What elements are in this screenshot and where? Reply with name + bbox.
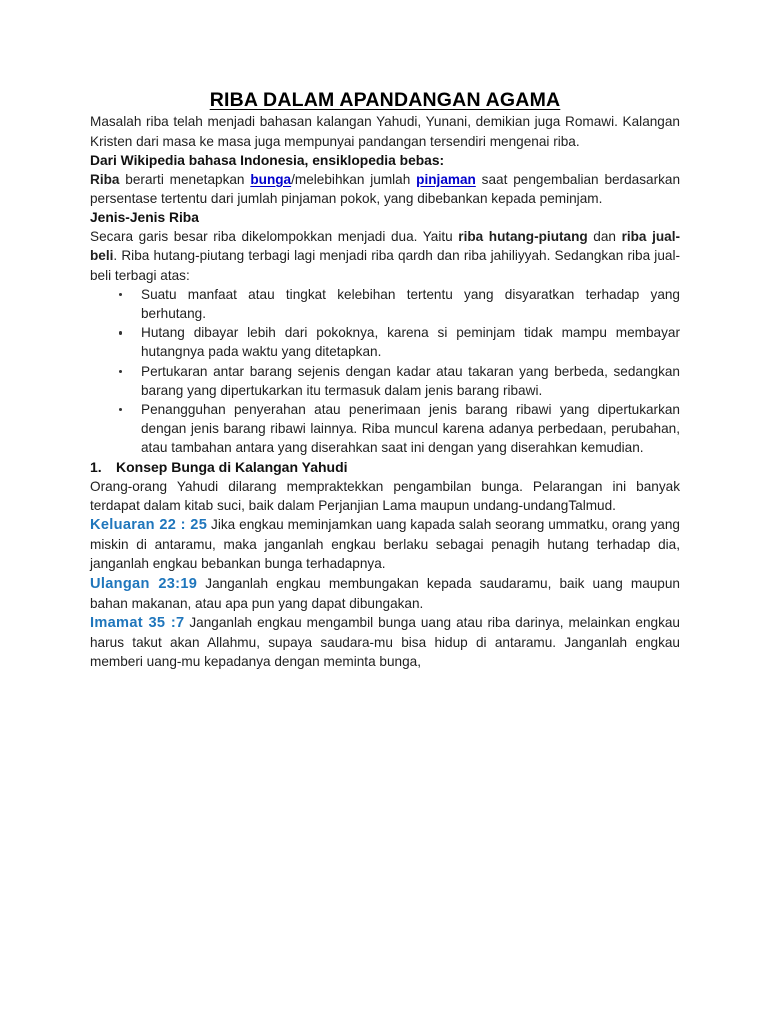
jenis-text-1: Secara garis besar riba dikelompokkan menjadi dua. Yaitu [90,229,459,245]
jenis-jenis-riba-heading: Jenis-Jenis Riba [90,210,199,226]
link-bunga[interactable]: bunga [250,171,292,187]
verse-imamat [90,613,680,672]
jenis-text-2: dan [587,229,622,245]
riba-text-3: saat pengembalian berdasarkan persentase tertentu dari jumlah pinjaman pokok, yang dibebankan kepada peminjam. [90,171,681,206]
verse-reference: Keluaran 22 : 25 [90,517,208,534]
jenis-text-3: . Riba hutang-piutang terbagi lagi menjadi riba qardh dan riba jahiliyyah. Sedangkan riba jual-beli terbagi atas: [90,248,680,283]
section-1-number: 1. [90,458,102,475]
verse-reference: Imamat 35 :7 [90,615,185,632]
page-title-text: RIBA DALAM APANDANGAN AGAMA [209,89,561,111]
riba-lead-bold: Riba [90,171,120,187]
verse-text: Jika engkau meminjamkan uang kapada salah seorang ummatku, orang yang miskin di antaramu, maka janganlah engkau berlaku sebagai penagih hutang terhadap dia, janganlah engkau bebankan bunga terhadapnya. [90,517,680,572]
link-pinjaman[interactable]: pinjaman [416,171,476,187]
list-item: Suatu manfaat atau tingkat kelebihan tertentu yang disyaratkan terhadap yang berhutang. [90,285,680,323]
verse-keluaran [90,515,680,574]
verse-reference: Ulangan 23:19 [90,575,198,592]
riba-text-2: /melebihkan jumlah [291,171,417,187]
list-item: Penangguhan penyerahan atau penerimaan jenis barang ribawi yang dipertukarkan dengan jenis barang ribawi lainnya. Riba muncul karena adanya perbedaan, perubahan, atau tambahan antara yang diserahkan saat ini dengan yang diserahkan kemudian. [90,400,680,458]
wikipedia-heading: Dari Wikipedia bahasa Indonesia, ensiklopedia bebas: [90,152,445,168]
riba-definition-paragraph [90,170,680,208]
riba-jual-beli-list [90,285,680,458]
intro-paragraph: Masalah riba telah menjadi bahasan kalangan Yahudi, Yunani, demikian juga Romawi. Kalangan Kristen dari masa ke masa juga mempunyai pandangan tersendiri mengenai riba. [90,114,680,149]
section-1-heading-text: Konsep Bunga di Kalangan Yahudi [116,458,348,475]
list-item: Hutang dibayar lebih dari pokoknya, karena si peminjam tidak mampu membayar hutangnya pada waktu yang ditetapkan. [90,323,680,361]
jenis-paragraph [90,227,680,285]
document-content [90,0,680,672]
section-1-heading [90,458,680,477]
jenis-bold-1: riba hutang-piutang [458,229,588,245]
verse-ulangan [90,574,680,613]
list-item: Pertukaran antar barang sejenis dengan kadar atau takaran yang berbeda, sedangkan barang yang dipertukarkan itu termasuk dalam jenis barang ribawi. [90,362,680,400]
riba-text-1: berarti menetapkan [119,171,251,187]
jenis-bold-2: riba jual-beli [90,229,681,264]
verse-text: Janganlah engkau mengambil bunga uang atau riba darinya, melainkan engkau harus takut akan Allahmu, supaya saudara-mu bisa hidup di antaramu. Janganlah engkau memberi uang-mu kepadanya dengan meminta bunga, [90,615,680,670]
page-title [90,0,680,112]
verse-text: Janganlah engkau membungakan kepada saudaramu, baik uang maupun bahan makanan, atau apa pun yang dapat dibungakan. [90,575,680,611]
section-1-paragraph: Orang-orang Yahudi dilarang mempraktekkan pengambilan bunga. Pelarangan ini banyak terdapat dalam kitab suci, baik dalam Perjanjian Lama maupun undang-undangTalmud. [90,478,680,513]
